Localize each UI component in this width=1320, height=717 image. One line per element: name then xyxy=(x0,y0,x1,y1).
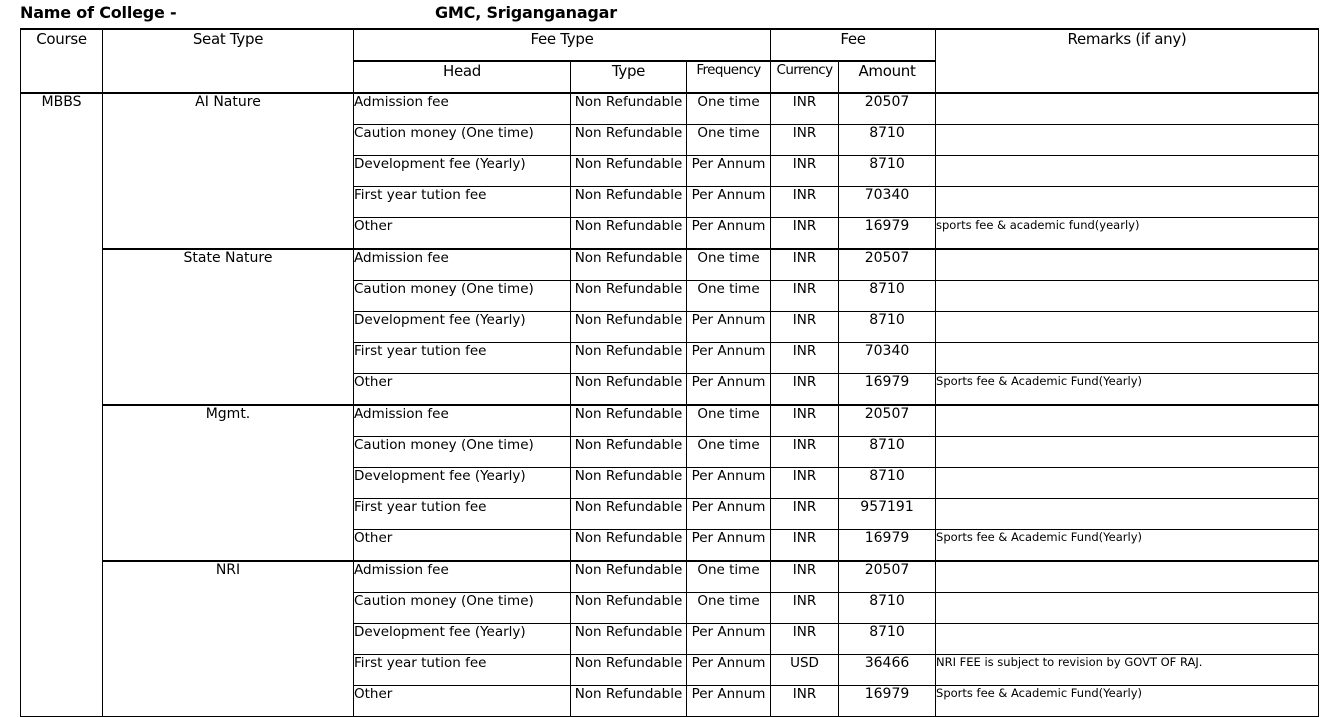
cell-frequency: Per Annum xyxy=(687,343,771,374)
cell-frequency: Per Annum xyxy=(687,218,771,250)
cell-fee-head: Admission fee xyxy=(354,249,571,281)
cell-fee-type: Non Refundable xyxy=(571,187,687,218)
column-header-course: Course xyxy=(21,29,103,93)
cell-frequency: Per Annum xyxy=(687,468,771,499)
column-header-amount: Amount xyxy=(839,61,936,93)
cell-fee-type: Non Refundable xyxy=(571,468,687,499)
table-row xyxy=(21,561,1319,593)
column-header-type: Type xyxy=(571,61,687,93)
cell-fee-head: Caution money (One time) xyxy=(354,593,571,624)
cell-amount: 20507 xyxy=(839,405,936,437)
cell-seat-type: AI Nature xyxy=(103,93,354,249)
cell-currency: INR xyxy=(771,593,839,624)
cell-remarks: Sports fee & Academic Fund(Yearly) xyxy=(936,530,1319,562)
column-header-frequency: Frequency xyxy=(687,61,771,93)
cell-fee-type: Non Refundable xyxy=(571,593,687,624)
cell-fee-type: Non Refundable xyxy=(571,218,687,250)
cell-amount: 16979 xyxy=(839,530,936,562)
cell-fee-head: Admission fee xyxy=(354,561,571,593)
cell-currency: INR xyxy=(771,686,839,717)
cell-frequency: Per Annum xyxy=(687,530,771,562)
cell-fee-type: Non Refundable xyxy=(571,249,687,281)
cell-remarks xyxy=(936,125,1319,156)
cell-frequency: Per Annum xyxy=(687,312,771,343)
cell-currency: INR xyxy=(771,561,839,593)
cell-frequency: One time xyxy=(687,405,771,437)
cell-seat-type: NRI xyxy=(103,561,354,717)
cell-amount: 8710 xyxy=(839,437,936,468)
cell-frequency: Per Annum xyxy=(687,374,771,406)
cell-fee-type: Non Refundable xyxy=(571,624,687,655)
cell-currency: INR xyxy=(771,405,839,437)
cell-remarks xyxy=(936,156,1319,187)
cell-frequency: Per Annum xyxy=(687,686,771,717)
cell-remarks xyxy=(936,437,1319,468)
cell-frequency: Per Annum xyxy=(687,655,771,686)
cell-fee-head: Caution money (One time) xyxy=(354,437,571,468)
cell-amount: 16979 xyxy=(839,374,936,406)
cell-remarks xyxy=(936,593,1319,624)
cell-fee-head: Other xyxy=(354,686,571,717)
cell-frequency: One time xyxy=(687,437,771,468)
cell-frequency: Per Annum xyxy=(687,624,771,655)
cell-currency: INR xyxy=(771,374,839,406)
cell-fee-head: Other xyxy=(354,374,571,406)
cell-fee-head: Caution money (One time) xyxy=(354,125,571,156)
cell-currency: INR xyxy=(771,468,839,499)
cell-currency: INR xyxy=(771,343,839,374)
header-row-top xyxy=(21,29,1319,61)
cell-currency: INR xyxy=(771,249,839,281)
cell-remarks xyxy=(936,312,1319,343)
table-row xyxy=(21,405,1319,437)
cell-fee-type: Non Refundable xyxy=(571,405,687,437)
cell-remarks xyxy=(936,468,1319,499)
cell-remarks xyxy=(936,249,1319,281)
cell-frequency: Per Annum xyxy=(687,499,771,530)
cell-fee-type: Non Refundable xyxy=(571,561,687,593)
cell-fee-head: Development fee (Yearly) xyxy=(354,624,571,655)
table-header xyxy=(21,29,1319,93)
cell-remarks xyxy=(936,281,1319,312)
fee-structure-table xyxy=(20,28,1319,717)
cell-remarks: NRI FEE is subject to revision by GOVT OF RAJ. xyxy=(936,655,1319,686)
cell-fee-head: Other xyxy=(354,530,571,562)
cell-currency: INR xyxy=(771,218,839,250)
column-header-fee-type: Fee Type xyxy=(354,29,771,61)
cell-frequency: One time xyxy=(687,93,771,125)
cell-frequency: One time xyxy=(687,561,771,593)
cell-currency: INR xyxy=(771,437,839,468)
cell-amount: 8710 xyxy=(839,468,936,499)
cell-course: MBBS xyxy=(21,93,103,717)
cell-fee-head: First year tution fee xyxy=(354,655,571,686)
cell-fee-type: Non Refundable xyxy=(571,437,687,468)
cell-currency: INR xyxy=(771,312,839,343)
cell-amount: 16979 xyxy=(839,686,936,717)
column-header-seat-type: Seat Type xyxy=(103,29,354,93)
cell-currency: INR xyxy=(771,624,839,655)
table-row xyxy=(21,93,1319,125)
cell-remarks: sports fee & academic fund(yearly) xyxy=(936,218,1319,250)
cell-fee-type: Non Refundable xyxy=(571,156,687,187)
cell-fee-head: First year tution fee xyxy=(354,187,571,218)
cell-remarks xyxy=(936,405,1319,437)
cell-frequency: One time xyxy=(687,249,771,281)
cell-seat-type: Mgmt. xyxy=(103,405,354,561)
cell-fee-head: Caution money (One time) xyxy=(354,281,571,312)
column-header-currency: Currency xyxy=(771,61,839,93)
cell-fee-type: Non Refundable xyxy=(571,281,687,312)
cell-frequency: Per Annum xyxy=(687,187,771,218)
cell-frequency: One time xyxy=(687,125,771,156)
cell-amount: 36466 xyxy=(839,655,936,686)
cell-currency: INR xyxy=(771,93,839,125)
cell-fee-type: Non Refundable xyxy=(571,530,687,562)
table-row xyxy=(21,249,1319,281)
cell-amount: 8710 xyxy=(839,125,936,156)
cell-fee-head: Development fee (Yearly) xyxy=(354,468,571,499)
cell-currency: INR xyxy=(771,530,839,562)
cell-remarks xyxy=(936,187,1319,218)
cell-currency: INR xyxy=(771,499,839,530)
cell-fee-head: Admission fee xyxy=(354,405,571,437)
cell-currency: INR xyxy=(771,156,839,187)
cell-remarks xyxy=(936,624,1319,655)
column-header-remarks: Remarks (if any) xyxy=(936,29,1319,93)
cell-remarks xyxy=(936,561,1319,593)
cell-remarks xyxy=(936,93,1319,125)
cell-fee-type: Non Refundable xyxy=(571,93,687,125)
cell-fee-head: Development fee (Yearly) xyxy=(354,156,571,187)
cell-amount: 70340 xyxy=(839,187,936,218)
cell-amount: 20507 xyxy=(839,561,936,593)
column-header-fee: Fee xyxy=(771,29,936,61)
cell-remarks: Sports fee & Academic Fund(Yearly) xyxy=(936,374,1319,406)
college-label: Name of College - xyxy=(20,3,177,22)
cell-amount: 8710 xyxy=(839,281,936,312)
cell-amount: 16979 xyxy=(839,218,936,250)
cell-amount: 8710 xyxy=(839,312,936,343)
document-title-row xyxy=(0,0,1320,28)
cell-frequency: Per Annum xyxy=(687,156,771,187)
table-body xyxy=(21,93,1319,717)
cell-fee-head: Other xyxy=(354,218,571,250)
cell-fee-type: Non Refundable xyxy=(571,686,687,717)
cell-fee-head: Development fee (Yearly) xyxy=(354,312,571,343)
cell-amount: 8710 xyxy=(839,624,936,655)
cell-amount: 957191 xyxy=(839,499,936,530)
cell-fee-head: First year tution fee xyxy=(354,499,571,530)
cell-seat-type: State Nature xyxy=(103,249,354,405)
cell-currency: USD xyxy=(771,655,839,686)
cell-fee-type: Non Refundable xyxy=(571,499,687,530)
cell-currency: INR xyxy=(771,125,839,156)
cell-fee-type: Non Refundable xyxy=(571,125,687,156)
cell-amount: 20507 xyxy=(839,249,936,281)
cell-frequency: One time xyxy=(687,593,771,624)
cell-amount: 70340 xyxy=(839,343,936,374)
cell-fee-type: Non Refundable xyxy=(571,655,687,686)
cell-amount: 8710 xyxy=(839,593,936,624)
cell-amount: 20507 xyxy=(839,93,936,125)
college-name-value: GMC, Sriganganagar xyxy=(435,3,617,22)
cell-currency: INR xyxy=(771,281,839,312)
cell-fee-head: Admission fee xyxy=(354,93,571,125)
cell-remarks xyxy=(936,499,1319,530)
cell-remarks xyxy=(936,343,1319,374)
column-header-head: Head xyxy=(354,61,571,93)
cell-fee-type: Non Refundable xyxy=(571,343,687,374)
cell-fee-type: Non Refundable xyxy=(571,374,687,406)
cell-currency: INR xyxy=(771,187,839,218)
cell-frequency: One time xyxy=(687,281,771,312)
cell-fee-head: First year tution fee xyxy=(354,343,571,374)
cell-fee-type: Non Refundable xyxy=(571,312,687,343)
cell-amount: 8710 xyxy=(839,156,936,187)
cell-remarks: Sports fee & Academic Fund(Yearly) xyxy=(936,686,1319,717)
fee-table-container xyxy=(20,28,1318,702)
